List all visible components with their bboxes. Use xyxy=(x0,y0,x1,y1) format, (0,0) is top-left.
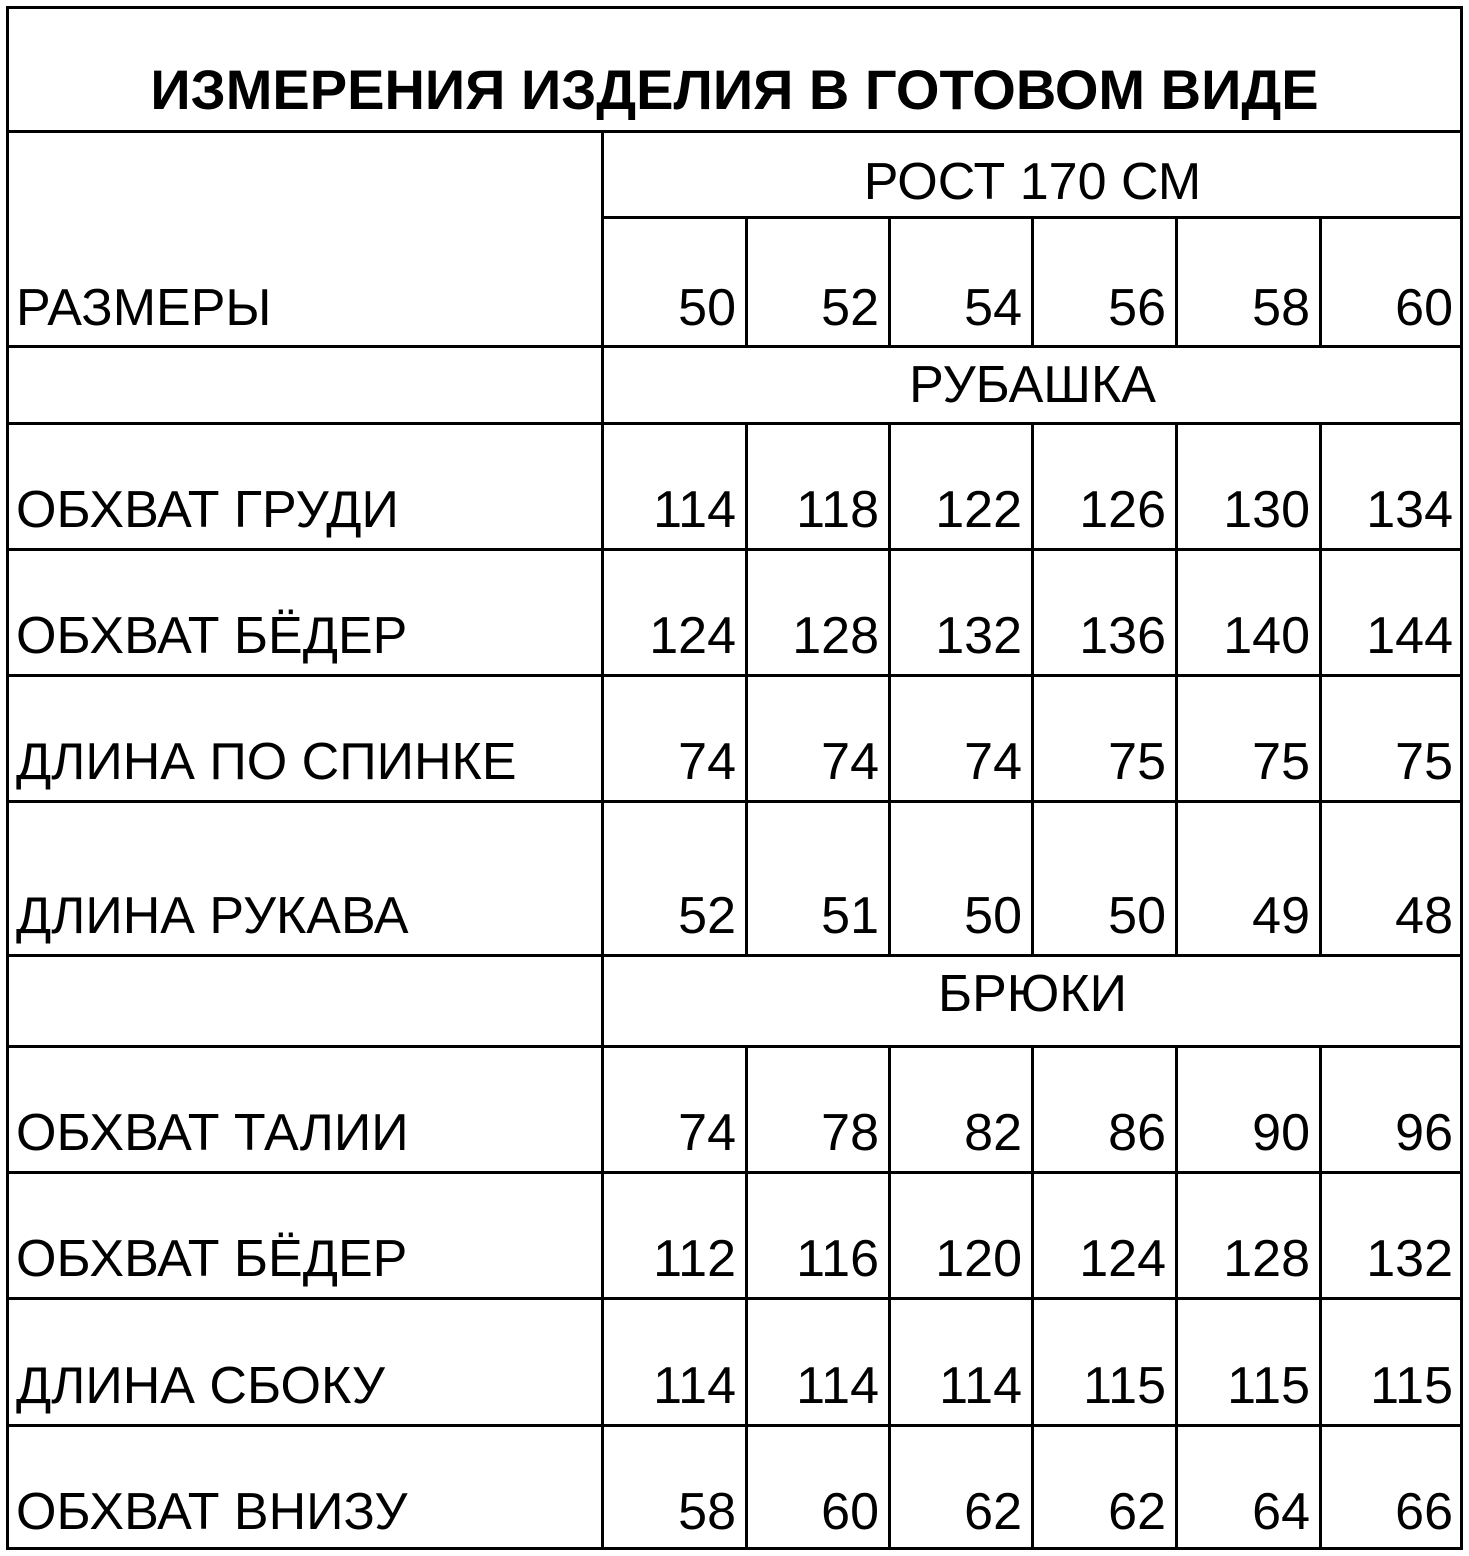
value-cell: 114 xyxy=(653,1357,736,1415)
frame-right xyxy=(1460,6,1463,1550)
row-divider xyxy=(6,800,1463,803)
row-label: ОБХВАТ ГРУДИ xyxy=(16,481,399,539)
value-cell: 132 xyxy=(935,607,1022,665)
value-cell: 118 xyxy=(796,481,879,539)
value-cell: 50 xyxy=(1108,887,1166,945)
value-cell: 60 xyxy=(821,1483,879,1541)
value-cell: 96 xyxy=(1395,1104,1453,1162)
size-cell: 52 xyxy=(821,279,879,337)
value-cell: 115 xyxy=(1227,1357,1310,1415)
value-cell: 50 xyxy=(964,887,1022,945)
value-cell: 78 xyxy=(821,1104,879,1162)
value-cell: 74 xyxy=(964,733,1022,791)
value-cell: 49 xyxy=(1252,887,1310,945)
size-cell: 60 xyxy=(1395,279,1453,337)
size-cell: 50 xyxy=(678,279,736,337)
value-cell: 128 xyxy=(1223,1230,1310,1288)
value-cell: 144 xyxy=(1366,607,1453,665)
value-cell: 140 xyxy=(1223,607,1310,665)
value-cell: 124 xyxy=(649,607,736,665)
section-divider xyxy=(6,422,1463,425)
row-label: ДЛИНА РУКАВА xyxy=(16,887,409,945)
value-cell: 82 xyxy=(964,1104,1022,1162)
row-divider xyxy=(6,954,1463,957)
size-cell: 58 xyxy=(1252,279,1310,337)
value-cell: 64 xyxy=(1252,1483,1310,1541)
value-cell: 130 xyxy=(1223,481,1310,539)
value-cell: 120 xyxy=(935,1230,1022,1288)
row-divider xyxy=(6,674,1463,677)
section-divider xyxy=(6,1045,1463,1048)
value-cell: 62 xyxy=(964,1483,1022,1541)
value-cell: 52 xyxy=(678,887,736,945)
header-divider xyxy=(6,345,1463,348)
row-divider xyxy=(6,1171,1463,1174)
frame-left xyxy=(6,6,9,1550)
value-cell: 116 xyxy=(796,1230,879,1288)
value-cell: 90 xyxy=(1252,1104,1310,1162)
value-cell: 58 xyxy=(678,1483,736,1541)
row-label: ОБХВАТ БЁДЕР xyxy=(16,1230,408,1288)
size-cell: 54 xyxy=(964,279,1022,337)
frame-top xyxy=(6,6,1463,9)
value-cell: 114 xyxy=(796,1357,879,1415)
value-cell: 134 xyxy=(1366,481,1453,539)
value-cell: 114 xyxy=(653,481,736,539)
value-cell: 136 xyxy=(1079,607,1166,665)
value-cell: 51 xyxy=(821,887,879,945)
size-cell: 56 xyxy=(1108,279,1166,337)
value-cell: 62 xyxy=(1108,1483,1166,1541)
row-label: ДЛИНА ПО СПИНКЕ xyxy=(16,733,517,791)
row-label: ОБХВАТ ВНИЗУ xyxy=(16,1483,408,1541)
value-cell: 124 xyxy=(1079,1230,1166,1288)
value-cell: 126 xyxy=(1079,481,1166,539)
value-cell: 74 xyxy=(678,733,736,791)
value-cell: 132 xyxy=(1366,1230,1453,1288)
row-divider xyxy=(6,1424,1463,1427)
value-cell: 48 xyxy=(1395,887,1453,945)
value-cell: 75 xyxy=(1108,733,1166,791)
height-label: РОСТ 170 СМ xyxy=(863,153,1202,211)
value-cell: 122 xyxy=(935,481,1022,539)
section-title: БРЮКИ xyxy=(937,965,1127,1023)
row-label: ДЛИНА СБОКУ xyxy=(16,1357,385,1415)
section-title: РУБАШКА xyxy=(909,356,1156,414)
value-cell: 115 xyxy=(1083,1357,1166,1415)
frame-bottom xyxy=(6,1547,1463,1550)
value-cell: 128 xyxy=(792,607,879,665)
row-divider xyxy=(6,548,1463,551)
row-divider xyxy=(6,1297,1463,1300)
page-title: ИЗМЕРЕНИЯ ИЗДЕЛИЯ В ГОТОВОМ ВИДЕ xyxy=(150,58,1319,121)
value-cell: 74 xyxy=(821,733,879,791)
row-label: ОБХВАТ БЁДЕР xyxy=(16,607,408,665)
row-label: ОБХВАТ ТАЛИИ xyxy=(16,1104,409,1162)
value-cell: 115 xyxy=(1370,1357,1453,1415)
value-cell: 74 xyxy=(678,1104,736,1162)
value-cell: 75 xyxy=(1252,733,1310,791)
value-cell: 66 xyxy=(1395,1483,1453,1541)
value-cell: 114 xyxy=(939,1357,1022,1415)
value-cell: 75 xyxy=(1395,733,1453,791)
sizes-label: РАЗМЕРЫ xyxy=(16,279,272,337)
title-divider xyxy=(6,130,1463,133)
value-cell: 86 xyxy=(1108,1104,1166,1162)
value-cell: 112 xyxy=(653,1230,736,1288)
